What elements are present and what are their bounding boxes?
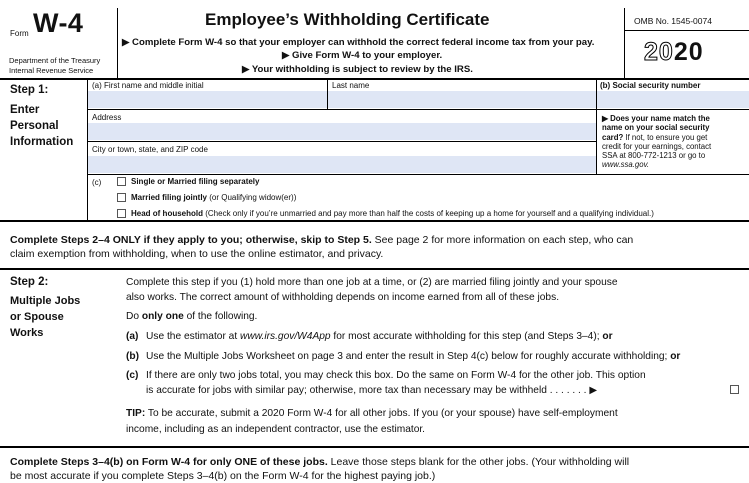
name-row-bottom xyxy=(87,109,597,110)
do-only-one xyxy=(126,310,257,323)
complete-steps-line2: claim exemption from withholding, when to use the online estimator, and privacy. xyxy=(10,248,384,260)
tip-label: TIP: xyxy=(126,408,146,419)
complete-steps-note xyxy=(10,233,633,261)
tax-year xyxy=(644,38,704,67)
city-label: City or town, state, and ZIP code xyxy=(92,145,208,154)
name-divider xyxy=(327,79,328,109)
two-jobs-checkbox[interactable] xyxy=(730,385,739,394)
estimator-link[interactable]: www.irs.gov/W4App xyxy=(240,331,331,342)
ssn-note-line2: name on your social security xyxy=(602,123,710,133)
form-name: W-4 xyxy=(33,8,84,38)
address-input[interactable] xyxy=(88,123,596,140)
married-jointly-extra: (or Qualifying widow(er)) xyxy=(207,193,297,202)
option-c-label: (c) xyxy=(126,370,139,381)
option-b-label: (b) xyxy=(126,351,140,362)
ssn-label: (b) Social security number xyxy=(600,81,701,90)
option-a-pre: Use the estimator at xyxy=(146,331,240,342)
dept-line2: Internal Revenue Service xyxy=(9,66,94,75)
ssn-note-line4: credit for your earnings, contact xyxy=(602,141,712,151)
tax-year-prefix: 20 xyxy=(644,38,674,66)
city-row-bottom xyxy=(87,174,749,175)
married-jointly-option xyxy=(131,193,296,202)
header-divider-right xyxy=(624,8,625,79)
ssn-divider xyxy=(596,79,597,174)
tip-text-1: To be accurate, submit a 2020 Form W-4 for all other jobs. If you (or your spouse) have self-employment xyxy=(145,408,618,419)
do-only-post: of the following. xyxy=(183,311,258,322)
single-option-label: Single or Married filing separately xyxy=(131,177,260,186)
instruction-2: ▶ Give Form W-4 to your employer. xyxy=(282,50,443,61)
step2-desc-1: Multiple Jobs xyxy=(10,295,81,307)
form-title: Employee’s Withholding Certificate xyxy=(205,10,490,29)
option-c-line2-text: is accurate for jobs with similar pay; otherwise, more tax than necessary may be withheld xyxy=(146,385,547,396)
option-c-line2 xyxy=(146,384,597,397)
step2-bottom-rule xyxy=(0,446,749,448)
complete-steps-bold: Complete Steps 2–4 ONLY if they apply to you; otherwise, skip to Step 5. xyxy=(10,234,372,246)
option-b-text xyxy=(146,350,680,363)
ssn-note-line5: SSA at 800-772-1213 or go to xyxy=(602,151,706,161)
option-a-label: (a) xyxy=(126,331,139,342)
last-name-input[interactable] xyxy=(328,91,596,108)
step2-label: Step 2: xyxy=(10,276,49,288)
do-only-pre: Do xyxy=(126,311,142,322)
option-b-body: Use the Multiple Jobs Worksheet on page 3 and enter the result in Step 4(c) below for roughly accurate withholding; xyxy=(146,351,668,362)
complete-steps-line1 xyxy=(10,233,633,247)
header-rule xyxy=(0,78,749,80)
ssn-note-line6: www.ssa.gov. xyxy=(602,160,650,170)
city-state-zip-input[interactable] xyxy=(88,156,596,173)
step1-desc-1: Enter xyxy=(10,104,40,116)
head-of-household-checkbox[interactable] xyxy=(117,209,126,218)
single-option xyxy=(131,177,259,186)
option-a-or: or xyxy=(599,331,613,342)
form-header xyxy=(0,0,749,79)
instruction-3: ▶ Your withholding is subject to review by the IRS. xyxy=(242,64,473,75)
ssn-note-card: card? xyxy=(602,132,624,142)
step2-desc-2: or Spouse xyxy=(10,311,64,323)
ssn-note-line3-rest: If not, to ensure you get xyxy=(623,132,708,142)
first-name-input[interactable] xyxy=(88,91,327,108)
instruction-1: ▶ Complete Form W-4 so that your employer can withhold the correct federal income tax from your pay. xyxy=(122,37,595,48)
step2-intro-2: also works. The correct amount of withholding depends on income earned from all of these jobs. xyxy=(126,292,560,303)
option-a-post: for most accurate withholding for this step (and Steps 3–4); xyxy=(330,331,600,342)
ssn-note xyxy=(602,114,711,170)
step1-label: Step 1: xyxy=(10,84,49,96)
omb-underline xyxy=(624,30,749,31)
address-row-bottom xyxy=(87,141,597,142)
step2-desc-3: Works xyxy=(10,327,44,339)
married-jointly-label: Married filing jointly xyxy=(131,193,208,202)
ssn-note-line1: ▶ Does your name match the xyxy=(602,114,710,123)
ssn-note-line3 xyxy=(602,133,711,142)
option-a-text xyxy=(146,330,613,343)
footer-note-line2: be most accurate if you complete Steps 3–4(b) on the Form W-4 for the highest paying job.) xyxy=(10,470,436,482)
form-prefix: Form xyxy=(10,29,29,38)
step1-desc-2: Personal xyxy=(10,120,59,132)
footer-note-rest: Leave those steps blank for the other jobs. (Your withholding will xyxy=(327,456,630,468)
option-c-dots: . . . . . . . ▶ xyxy=(546,385,598,396)
do-only-bold: only one xyxy=(141,311,184,322)
single-checkbox[interactable] xyxy=(117,177,126,186)
tax-year-suffix: 20 xyxy=(673,38,704,66)
tip-line2: income, including as an independent contractor, use the estimator. xyxy=(126,424,426,435)
step2-intro-1: Complete this step if you (1) hold more than one job at a time, or (2) are married filing jointly and your spouse xyxy=(126,277,618,288)
footer-note xyxy=(10,455,629,483)
omb-number: OMB No. 1545-0074 xyxy=(634,16,712,26)
ssn-field-bottom xyxy=(596,109,749,110)
head-of-household-extra: (Check only if you’re unmarried and pay more than half the costs of keeping up a home for yourself and a qualifying individual.) xyxy=(203,209,654,218)
last-name-label: Last name xyxy=(332,81,370,90)
complete-steps-rest: See page 2 for more information on each step, who can xyxy=(371,234,634,246)
filing-status-label: (c) xyxy=(92,178,102,187)
first-name-label: (a) First name and middle initial xyxy=(92,81,204,90)
step1-desc-3: Information xyxy=(10,136,74,148)
header-divider-left xyxy=(117,8,118,79)
option-c-line1: If there are only two jobs total, you may check this box. Do the same on Form W-4 for the other job. This option xyxy=(146,370,646,381)
step2-top-rule xyxy=(0,268,749,270)
step1-left-border xyxy=(87,79,88,220)
step1-bottom-rule xyxy=(0,220,749,222)
married-jointly-checkbox[interactable] xyxy=(117,193,126,202)
dept-line1: Department of the Treasury xyxy=(9,56,101,65)
head-of-household-option xyxy=(131,209,654,218)
footer-note-bold: Complete Steps 3–4(b) on Form W-4 for only ONE of these jobs. xyxy=(10,456,328,468)
footer-note-line1 xyxy=(10,455,629,469)
address-label: Address xyxy=(92,113,122,122)
ssn-input[interactable] xyxy=(597,91,749,108)
tip-line1 xyxy=(126,407,618,420)
head-of-household-label: Head of household xyxy=(131,209,203,218)
option-b-or: or xyxy=(667,351,681,362)
